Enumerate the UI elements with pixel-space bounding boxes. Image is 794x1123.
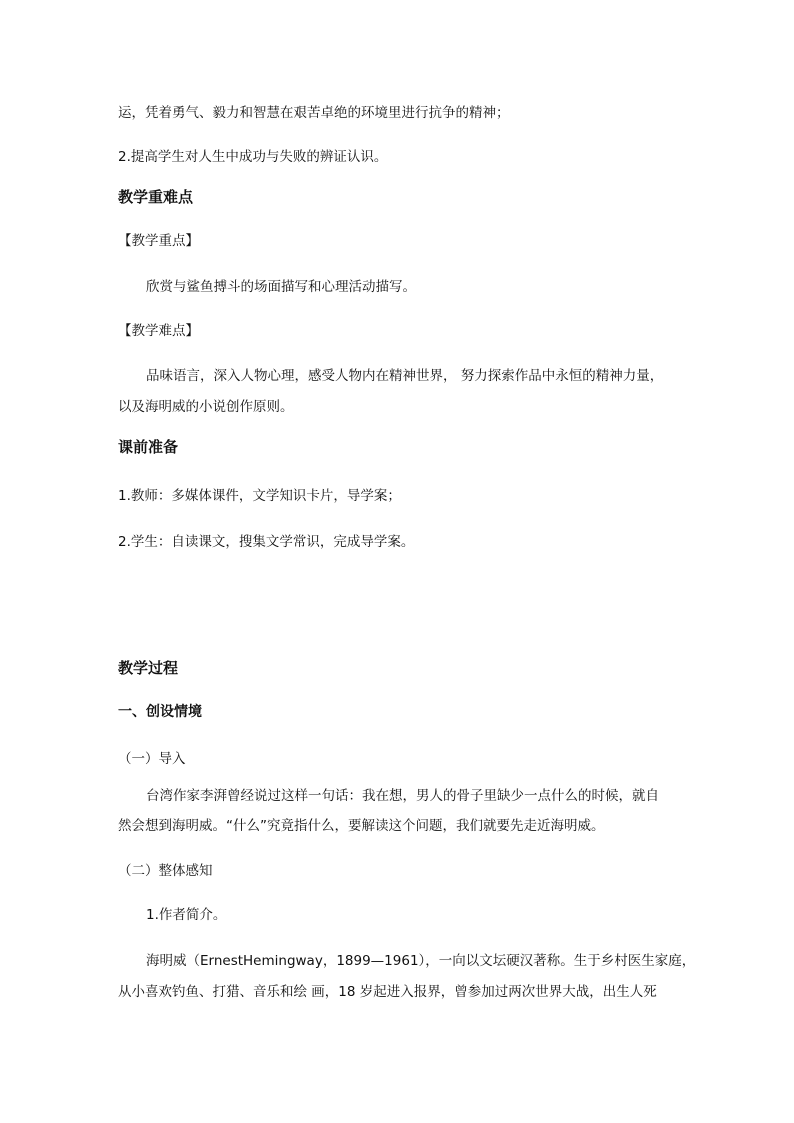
key-difficult-heading: 教学重难点 bbox=[118, 188, 194, 206]
author-label: 1.作者简介。 bbox=[146, 907, 227, 923]
overall-label: （二）整体感知 bbox=[118, 863, 213, 879]
difficult-point-text-2: 以及海明威的小说创作原则。 bbox=[118, 399, 294, 415]
difficult-point-label: 【教学难点】 bbox=[118, 323, 199, 339]
intro-label: （一）导入 bbox=[118, 751, 186, 767]
author-text-1: 海明威（ErnestHemingway，1899—1961），一向以文坛硬汉著称。生于乡村医生家庭， bbox=[146, 953, 696, 969]
key-point-text: 欣赏与鲨鱼搏斗的场面描写和心理活动描写。 bbox=[146, 279, 416, 295]
preparation-item-2: 2.学生：自读课文，搜集文学常识，完成导学案。 bbox=[118, 534, 415, 550]
key-point-label: 【教学重点】 bbox=[118, 233, 199, 249]
preparation-item-1: 1.教师：多媒体课件，文学知识卡片，导学案； bbox=[118, 488, 401, 504]
objective-line-1: 运，凭着勇气、毅力和智慧在艰苦卓绝的环境里进行抗争的精神； bbox=[118, 105, 510, 121]
intro-text-1: 台湾作家李湃曾经说过这样一句话：我在想，男人的骨子里缺少一点什么的时候，就自 bbox=[146, 788, 659, 804]
section-1-heading: 一、创设情境 bbox=[118, 704, 202, 720]
author-text-2: 从小喜欢钓鱼、打猎、音乐和绘 画，18 岁起进入报界，曾参加过两次世界大战，出生人死 bbox=[118, 984, 657, 1000]
intro-text-2: 然会想到海明威。“什么”究竟指什么，要解读这个问题，我们就要先走近海明威。 bbox=[118, 818, 605, 834]
difficult-point-text-1: 品味语言，深入人物心理，感受人物内在精神世界， 努力探索作品中永恒的精神力量， bbox=[146, 368, 664, 384]
objective-line-2: 2.提高学生对人生中成功与失败的辨证认识。 bbox=[118, 149, 388, 165]
process-heading: 教学过程 bbox=[118, 659, 179, 677]
preparation-heading: 课前准备 bbox=[118, 438, 179, 456]
